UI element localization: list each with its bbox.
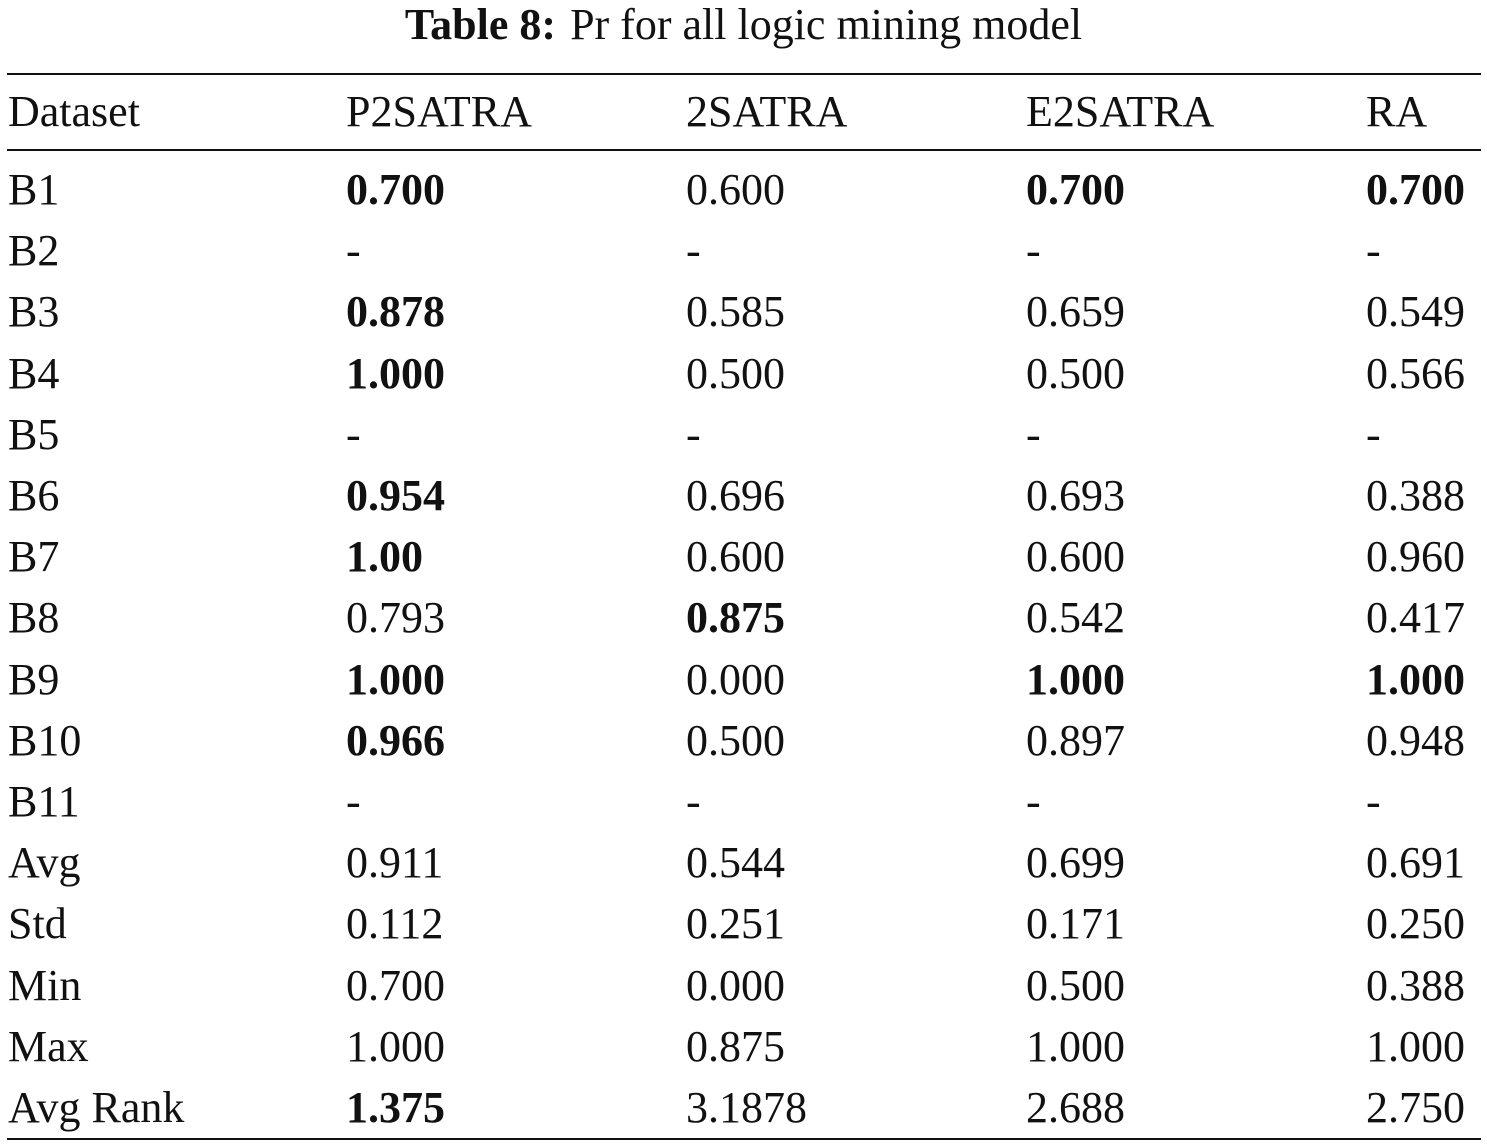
table-row — [0, 159, 1487, 220]
cell-2satra: 0.600 — [686, 165, 785, 214]
cell-p2satra: 0.878 — [346, 287, 445, 336]
cell-p2satra: 1.000 — [346, 1022, 445, 1071]
cell-dataset: Max — [8, 1022, 89, 1071]
cell-2satra: 3.1878 — [686, 1083, 807, 1132]
cell-dataset: B4 — [8, 349, 60, 398]
cell-ra: 2.750 — [1366, 1083, 1465, 1132]
table-caption-text: Pr for all logic mining model — [570, 0, 1083, 49]
cell-e2satra: 0.600 — [1026, 532, 1125, 581]
cell-e2satra: 2.688 — [1026, 1083, 1125, 1132]
cell-e2satra: 0.897 — [1026, 716, 1125, 765]
cell-dataset: B5 — [8, 410, 60, 459]
table-row — [0, 526, 1487, 587]
table-row — [0, 955, 1487, 1016]
cell-dataset: Std — [8, 899, 67, 948]
cell-p2satra: 0.700 — [346, 961, 445, 1010]
table-row — [0, 893, 1487, 954]
cell-e2satra: 1.000 — [1026, 1022, 1125, 1071]
table-header-row — [0, 81, 1487, 142]
cell-dataset: B11 — [8, 777, 80, 826]
cell-e2satra: 1.000 — [1026, 655, 1125, 704]
cell-2satra: 0.500 — [686, 349, 785, 398]
table-caption — [0, 0, 1487, 54]
cell-e2satra: - — [1026, 410, 1041, 459]
cell-e2satra: - — [1026, 777, 1041, 826]
cell-ra: 0.388 — [1366, 471, 1465, 520]
table-row — [0, 220, 1487, 281]
table-row — [0, 771, 1487, 832]
cell-dataset: B2 — [8, 226, 60, 275]
cell-dataset: B6 — [8, 471, 60, 520]
table-row — [0, 1077, 1487, 1138]
cell-ra: 0.691 — [1366, 838, 1465, 887]
cell-ra: 0.250 — [1366, 899, 1465, 948]
table-row — [0, 281, 1487, 342]
cell-dataset: B3 — [8, 287, 60, 336]
header-e2satra: E2SATRA — [1026, 87, 1215, 136]
cell-dataset: Avg Rank — [8, 1083, 185, 1132]
cell-2satra: 0.544 — [686, 838, 785, 887]
cell-ra: 1.000 — [1366, 1022, 1465, 1071]
cell-2satra: 0.000 — [686, 655, 785, 704]
cell-2satra: 0.000 — [686, 961, 785, 1010]
cell-p2satra: - — [346, 226, 361, 275]
cell-e2satra: 0.500 — [1026, 349, 1125, 398]
cell-2satra: - — [686, 226, 701, 275]
table-row — [0, 587, 1487, 648]
cell-2satra: 0.875 — [686, 593, 785, 642]
cell-e2satra: 0.659 — [1026, 287, 1125, 336]
cell-dataset: B1 — [8, 165, 60, 214]
cell-e2satra: 0.542 — [1026, 593, 1125, 642]
table-row — [0, 1016, 1487, 1077]
table-row — [0, 404, 1487, 465]
cell-2satra: 0.875 — [686, 1022, 785, 1071]
cell-ra: - — [1366, 410, 1381, 459]
cell-p2satra: 1.000 — [346, 349, 445, 398]
cell-dataset: B10 — [8, 716, 82, 765]
cell-e2satra: 0.171 — [1026, 899, 1125, 948]
table-caption-label: Table 8: — [404, 0, 557, 49]
cell-p2satra: 1.375 — [346, 1083, 445, 1132]
table-row — [0, 465, 1487, 526]
table-header-rule — [7, 149, 1481, 151]
table-row — [0, 832, 1487, 893]
cell-dataset: B7 — [8, 532, 60, 581]
cell-ra: 0.960 — [1366, 532, 1465, 581]
cell-2satra: - — [686, 410, 701, 459]
cell-e2satra: 0.700 — [1026, 165, 1125, 214]
cell-ra: 0.388 — [1366, 961, 1465, 1010]
cell-p2satra: - — [346, 410, 361, 459]
cell-ra: 0.566 — [1366, 349, 1465, 398]
cell-e2satra: 0.500 — [1026, 961, 1125, 1010]
header-ra: RA — [1366, 87, 1428, 136]
cell-ra: 0.700 — [1366, 165, 1465, 214]
cell-dataset: B9 — [8, 655, 60, 704]
cell-2satra: 0.696 — [686, 471, 785, 520]
table-top-rule — [7, 73, 1481, 75]
cell-ra: 0.948 — [1366, 716, 1465, 765]
header-p2satra: P2SATRA — [346, 87, 532, 136]
cell-p2satra: 1.00 — [346, 532, 423, 581]
cell-e2satra: - — [1026, 226, 1041, 275]
cell-2satra: - — [686, 777, 701, 826]
header-dataset: Dataset — [8, 87, 140, 136]
table-row — [0, 343, 1487, 404]
cell-dataset: B8 — [8, 593, 60, 642]
cell-p2satra: 0.966 — [346, 716, 445, 765]
cell-dataset: Min — [8, 961, 82, 1010]
cell-p2satra: - — [346, 777, 361, 826]
cell-ra: 1.000 — [1366, 655, 1465, 704]
cell-p2satra: 0.954 — [346, 471, 445, 520]
cell-ra: 0.417 — [1366, 593, 1465, 642]
cell-e2satra: 0.699 — [1026, 838, 1125, 887]
header-2satra: 2SATRA — [686, 87, 848, 136]
cell-p2satra: 0.793 — [346, 593, 445, 642]
cell-ra: - — [1366, 777, 1381, 826]
cell-p2satra: 0.911 — [346, 838, 444, 887]
table-bottom-rule — [7, 1138, 1481, 1140]
cell-2satra: 0.251 — [686, 899, 785, 948]
table-row — [0, 710, 1487, 771]
cell-p2satra: 0.112 — [346, 899, 444, 948]
table-row — [0, 649, 1487, 710]
cell-2satra: 0.600 — [686, 532, 785, 581]
cell-p2satra: 1.000 — [346, 655, 445, 704]
cell-2satra: 0.585 — [686, 287, 785, 336]
cell-p2satra: 0.700 — [346, 165, 445, 214]
cell-2satra: 0.500 — [686, 716, 785, 765]
cell-e2satra: 0.693 — [1026, 471, 1125, 520]
cell-ra: - — [1366, 226, 1381, 275]
cell-ra: 0.549 — [1366, 287, 1465, 336]
cell-dataset: Avg — [8, 838, 81, 887]
